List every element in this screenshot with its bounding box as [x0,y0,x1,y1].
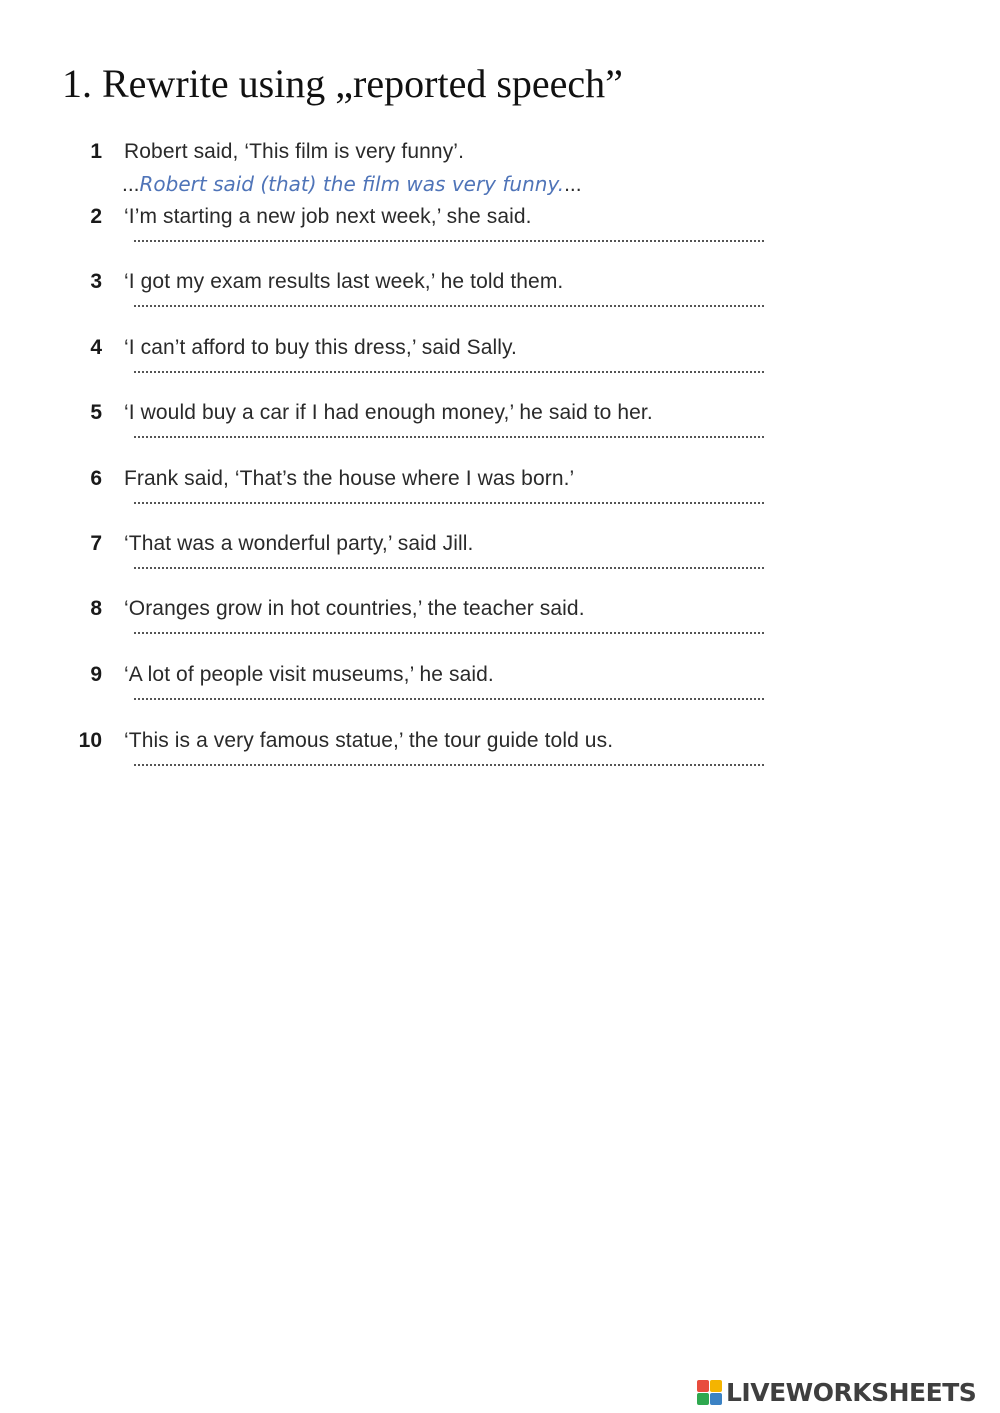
answer-line[interactable] [134,435,764,438]
logo-icon [697,1380,722,1405]
example-item [0,140,1000,200]
answer-line[interactable] [134,763,764,766]
item-number: 7 [90,532,102,555]
list-item [0,663,1000,723]
answer-suffix: ... [564,173,582,196]
item-number: 3 [90,270,102,293]
item-number: 5 [90,401,102,424]
logo-square [710,1393,722,1405]
item-number: 2 [90,205,102,228]
item-number: 6 [90,467,102,490]
item-prompt: ‘That was a wonderful party,’ said Jill. [124,532,474,555]
item-prompt: ‘I can’t afford to buy this dress,’ said Sally. [124,336,517,359]
item-prompt: ‘This is a very famous statue,’ the tour guide told us. [124,729,614,752]
item-prompt: Frank said, ‘That’s the house where I was born.’ [124,467,575,490]
item-prompt: ‘I’m starting a new job next week,’ she said. [124,205,532,228]
list-item [0,205,1000,265]
answer-line[interactable] [134,566,764,569]
logo-square [697,1380,709,1392]
liveworksheets-logo [697,1378,976,1407]
list-item [0,401,1000,461]
item-number: 4 [90,336,102,359]
list-item [0,532,1000,592]
answer-line[interactable] [134,239,764,242]
logo-square [710,1380,722,1392]
logo-text: LIVEWORKSHEETS [726,1378,977,1407]
answer-line[interactable] [134,631,764,634]
example-answer-text: Robert said (that) the film was very funny. [139,172,565,196]
item-number: 9 [90,663,102,686]
item-number: 10 [78,729,102,752]
item-prompt: ‘I would buy a car if I had enough money,’ he said to her. [124,401,653,424]
answer-prefix: ... [122,173,140,196]
item-number: 8 [90,597,102,620]
item-number: 1 [90,140,102,163]
item-prompt: ‘A lot of people visit museums,’ he said. [124,663,494,686]
item-prompt: ‘I got my exam results last week,’ he told them. [124,270,564,293]
logo-square [697,1393,709,1405]
list-item [0,270,1000,330]
list-item [0,336,1000,396]
answer-line[interactable] [134,370,764,373]
list-item [0,597,1000,657]
exercise-title: 1. Rewrite using „reported speech” [62,61,623,106]
item-prompt: Robert said, ‘This film is very funny’. [124,140,465,163]
item-prompt: ‘Oranges grow in hot countries,’ the teacher said. [124,597,585,620]
answer-line[interactable] [134,501,764,504]
list-item [0,467,1000,527]
list-item [0,729,1000,789]
example-answer [122,172,582,197]
answer-line[interactable] [134,304,764,307]
answer-line[interactable] [134,697,764,700]
